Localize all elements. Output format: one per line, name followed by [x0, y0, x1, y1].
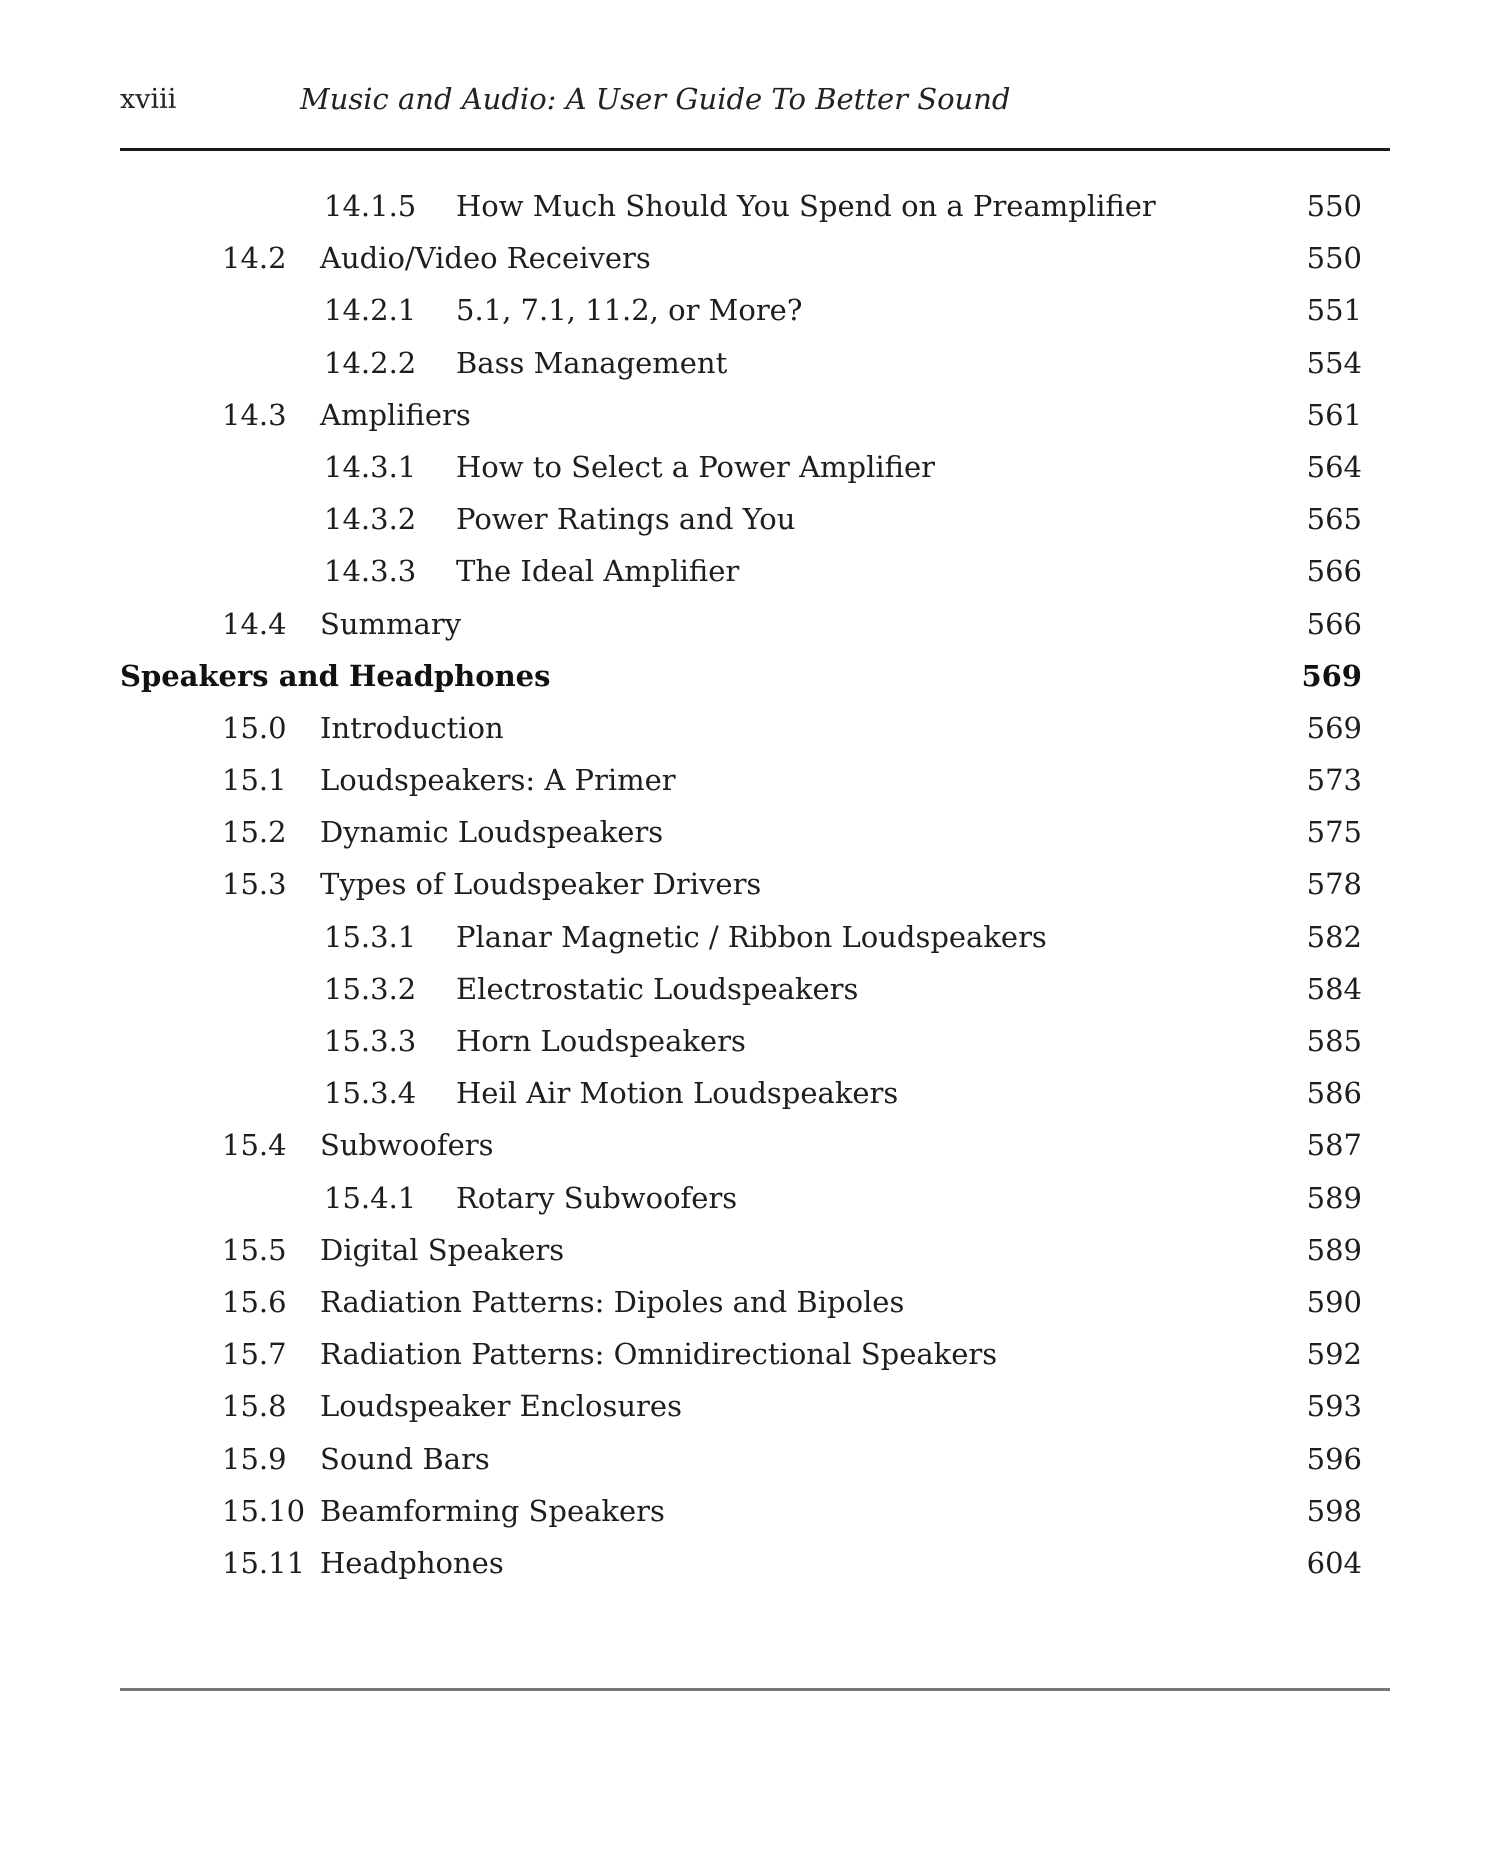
toc-entry-page: 582 [1306, 919, 1362, 954]
toc-entry [0, 1176, 1500, 1228]
toc-entry-number: 15.4.1 [324, 1180, 417, 1215]
toc-entry-title: Summary [320, 606, 462, 641]
toc-entry-title: Radiation Patterns: Omnidirectional Speakers [320, 1337, 998, 1372]
toc-entry-number: 14.2.2 [324, 345, 417, 380]
toc-entry-number: 15.3 [222, 867, 287, 902]
toc-entry-page: 554 [1306, 345, 1362, 380]
toc-chapter-entry [0, 654, 1500, 706]
toc-entry-title: Loudspeaker Enclosures [320, 1389, 682, 1424]
toc-entry-number: 15.3.4 [324, 1076, 417, 1111]
toc-entry-title: The Ideal Amplifier [456, 554, 740, 589]
toc-entry-title: Types of Loudspeaker Drivers [320, 867, 762, 902]
toc-entry-number: 15.3.2 [324, 971, 417, 1006]
toc-entry-page: 585 [1306, 1024, 1362, 1058]
toc-entry [0, 1437, 1500, 1489]
toc-entry-title: Digital Speakers [320, 1232, 565, 1267]
toc-entry-number: 15.8 [222, 1389, 287, 1424]
running-header [120, 78, 1390, 128]
toc-entry-number: 15.4 [222, 1128, 287, 1163]
toc-entry-number: 14.3.1 [324, 449, 417, 484]
toc-entry-title: Horn Loudspeakers [456, 1024, 746, 1058]
toc-entry [0, 1123, 1500, 1175]
toc-entry-number: 15.6 [222, 1284, 287, 1319]
toc-entry-page: 592 [1306, 1337, 1362, 1372]
toc-entry-number: 14.3.3 [324, 554, 417, 589]
toc-entry [0, 1332, 1500, 1384]
toc-entry-number: 15.5 [222, 1232, 287, 1267]
toc-entry-page: 598 [1306, 1493, 1362, 1528]
toc-entry-title: How Much Should You Spend on a Preamplifier [456, 189, 1156, 223]
toc-entry [0, 341, 1500, 393]
toc-entry [0, 445, 1500, 497]
toc-entry-title: Sound Bars [320, 1441, 490, 1476]
toc-entry-number: 15.11 [222, 1545, 306, 1580]
toc-entry-title: Subwoofers [320, 1128, 494, 1163]
toc-entry [0, 1228, 1500, 1280]
toc-entry [0, 497, 1500, 549]
toc-entry-page: 564 [1306, 449, 1362, 484]
toc-entry-page: 569 [1306, 710, 1362, 745]
toc-entry [0, 810, 1500, 862]
toc-entry-number: 15.2 [222, 815, 287, 850]
toc-entry-title: How to Select a Power Amplifier [456, 449, 935, 484]
book-title: Music and Audio: A User Guide To Better Sound [300, 82, 1011, 116]
toc-entry-page: 604 [1306, 1545, 1362, 1580]
toc-entry-page: 566 [1306, 554, 1362, 589]
toc-entry [0, 862, 1500, 914]
toc-entry-page: 589 [1306, 1232, 1362, 1267]
toc-entry [0, 915, 1500, 967]
toc-entry-page: 586 [1306, 1076, 1362, 1111]
footer-rule [120, 1688, 1390, 1691]
toc-entry-number: 14.1.5 [324, 189, 417, 223]
toc-entry-number: 15.3.3 [324, 1024, 417, 1058]
toc-entry-number: 15.10 [222, 1493, 306, 1528]
toc-entry-number: 14.3.2 [324, 502, 417, 537]
toc-entry [0, 1541, 1500, 1593]
toc-chapter-title: Speakers and Headphones [120, 658, 551, 693]
toc-entry [0, 1071, 1500, 1123]
toc-entry-page: 573 [1306, 763, 1362, 798]
toc-entry-page: 578 [1306, 867, 1362, 902]
toc-entry [0, 393, 1500, 445]
toc-entry-title: Beamforming Speakers [320, 1493, 665, 1528]
toc-entry-page: 589 [1306, 1180, 1362, 1215]
toc-entry-page: 596 [1306, 1441, 1362, 1476]
header-rule [120, 148, 1390, 151]
toc-entry [0, 758, 1500, 810]
toc-entry-title: Introduction [320, 710, 504, 745]
toc-entry-page: 550 [1306, 241, 1362, 276]
toc-entry-title: Audio/Video Receivers [320, 241, 651, 276]
toc-entry [0, 967, 1500, 1019]
toc-entry-title: Loudspeakers: A Primer [320, 763, 676, 798]
toc-entry-number: 14.2.1 [324, 293, 417, 328]
toc-entry-page: 561 [1306, 397, 1362, 432]
toc-entry-number: 14.2 [222, 241, 287, 276]
toc-entry-number: 15.3.1 [324, 919, 417, 954]
toc-entry-page: 590 [1306, 1284, 1362, 1319]
toc-entry-title: Dynamic Loudspeakers [320, 815, 664, 850]
toc-entry-page: 550 [1306, 189, 1362, 223]
toc-entry-title: Rotary Subwoofers [456, 1180, 738, 1215]
toc-entry-number: 14.3 [222, 397, 287, 432]
toc-entry-number: 15.7 [222, 1337, 287, 1372]
toc-entry [0, 1280, 1500, 1332]
toc-entry-page: 565 [1306, 502, 1362, 537]
toc-entry [0, 1019, 1500, 1071]
toc-entry-number: 15.1 [222, 763, 287, 798]
toc-entry-page: 584 [1306, 971, 1362, 1006]
toc-entry-title: Headphones [320, 1545, 504, 1580]
toc-entry [0, 602, 1500, 654]
toc-entry [0, 549, 1500, 601]
toc-entry-number: 14.4 [222, 606, 287, 641]
toc-entry-page: 566 [1306, 606, 1362, 641]
toc-entry-title: 5.1, 7.1, 11.2, or More? [456, 293, 803, 328]
toc-entry-title: Bass Management [456, 345, 728, 380]
toc-entry-title: Amplifiers [320, 397, 471, 432]
toc-entry-title: Planar Magnetic / Ribbon Loudspeakers [456, 919, 1047, 954]
toc-entry-title: Power Ratings and You [456, 502, 796, 537]
toc-entry [0, 1384, 1500, 1436]
table-of-contents [0, 184, 1500, 1593]
toc-entry-number: 15.0 [222, 710, 287, 745]
toc-entry-page: 569 [1301, 658, 1362, 693]
toc-entry [0, 706, 1500, 758]
toc-entry-page: 587 [1306, 1128, 1362, 1163]
toc-entry-page: 593 [1306, 1389, 1362, 1424]
toc-entry [0, 184, 1500, 236]
toc-entry-title: Radiation Patterns: Dipoles and Bipoles [320, 1284, 905, 1319]
toc-entry-page: 551 [1306, 293, 1362, 328]
toc-entry-number: 15.9 [222, 1441, 287, 1476]
toc-entry [0, 1489, 1500, 1541]
toc-entry-title: Heil Air Motion Loudspeakers [456, 1076, 899, 1111]
toc-entry-page: 575 [1306, 815, 1362, 850]
toc-entry [0, 288, 1500, 340]
page-folio: xviii [120, 84, 177, 115]
toc-entry-title: Electrostatic Loudspeakers [456, 971, 859, 1006]
toc-entry [0, 236, 1500, 288]
